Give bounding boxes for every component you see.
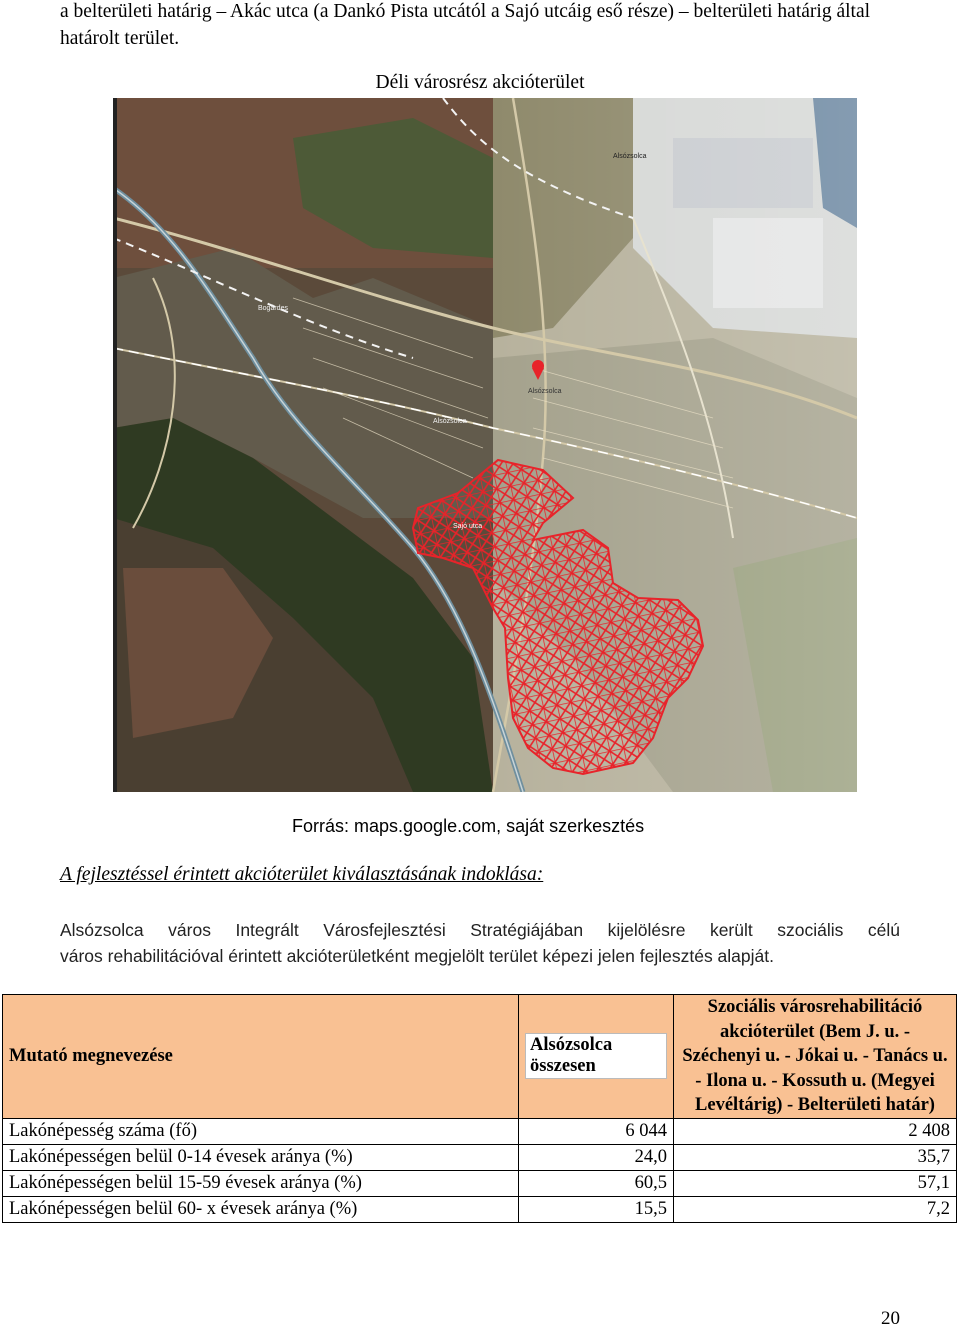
row-area: 2 408: [674, 1118, 957, 1144]
header-action-area-rest: (Bem J. u. - Széchenyi u. - Jókai u. - Tanács u. - Ilona u. - Kossuth u. (Megyei Levéltárig) - Belterületi határ): [682, 1021, 948, 1115]
table-row: [3, 1196, 957, 1222]
intro-paragraph: a belterületi határig – Akác utca (a Dankó Pista utcától a Sajó utcáig eső része) – belterületi határig által határolt terület.: [60, 1, 871, 49]
section-paragraph: [60, 917, 900, 969]
page-number: 20: [881, 1308, 900, 1329]
header-total-label: Alsózsolca összesen: [525, 1033, 667, 1079]
map-label: Alsózsolca: [528, 388, 562, 395]
header-indicator-name: Mutató megnevezése: [3, 995, 519, 1119]
map-label: Sajó utca: [453, 523, 483, 530]
figure-source: Forrás: maps.google.com, saját szerkesztés: [292, 816, 645, 836]
row-total: 60,5: [519, 1170, 674, 1196]
map-label: Bogárdes: [258, 305, 288, 312]
row-name: Lakónépességen belül 15-59 évesek aránya (%): [3, 1170, 519, 1196]
row-total: 15,5: [519, 1196, 674, 1222]
table-row: [3, 1170, 957, 1196]
table-header-row: [3, 995, 957, 1119]
row-name: Lakónépességen belül 0-14 évesek aránya (%): [3, 1144, 519, 1170]
figure-title: Déli városrész akcióterület: [375, 72, 585, 93]
header-action-area: [674, 995, 957, 1119]
map-label: Alsózsolca: [613, 153, 647, 160]
table-row: [3, 1144, 957, 1170]
satellite-map: [113, 98, 857, 792]
row-name: Lakónépesség száma (fő): [3, 1118, 519, 1144]
row-name: Lakónépességen belül 60- x évesek aránya (%): [3, 1196, 519, 1222]
row-area: 35,7: [674, 1144, 957, 1170]
section-heading: A fejlesztéssel érintett akcióterület kiválasztásának indoklása:: [60, 864, 544, 885]
paragraph-line: város rehabilitációval érintett akcióterületként megjelölt terület képezi jelen fejlesztés alapját.: [60, 946, 774, 966]
paragraph-line: Alsózsolca város Integrált Városfejlesztési Stratégiájában kijelölésre került szociális célú: [60, 920, 900, 940]
row-total: 24,0: [519, 1144, 674, 1170]
map-label: Alsózsolca: [433, 418, 467, 425]
header-action-area-bold: Szociális városrehabilitáció akcióterület: [707, 997, 923, 1042]
row-area: 57,1: [674, 1170, 957, 1196]
indicator-table: [2, 994, 957, 1223]
row-area: 7,2: [674, 1196, 957, 1222]
table-row: [3, 1118, 957, 1144]
header-total: [519, 995, 674, 1119]
row-total: 6 044: [519, 1118, 674, 1144]
